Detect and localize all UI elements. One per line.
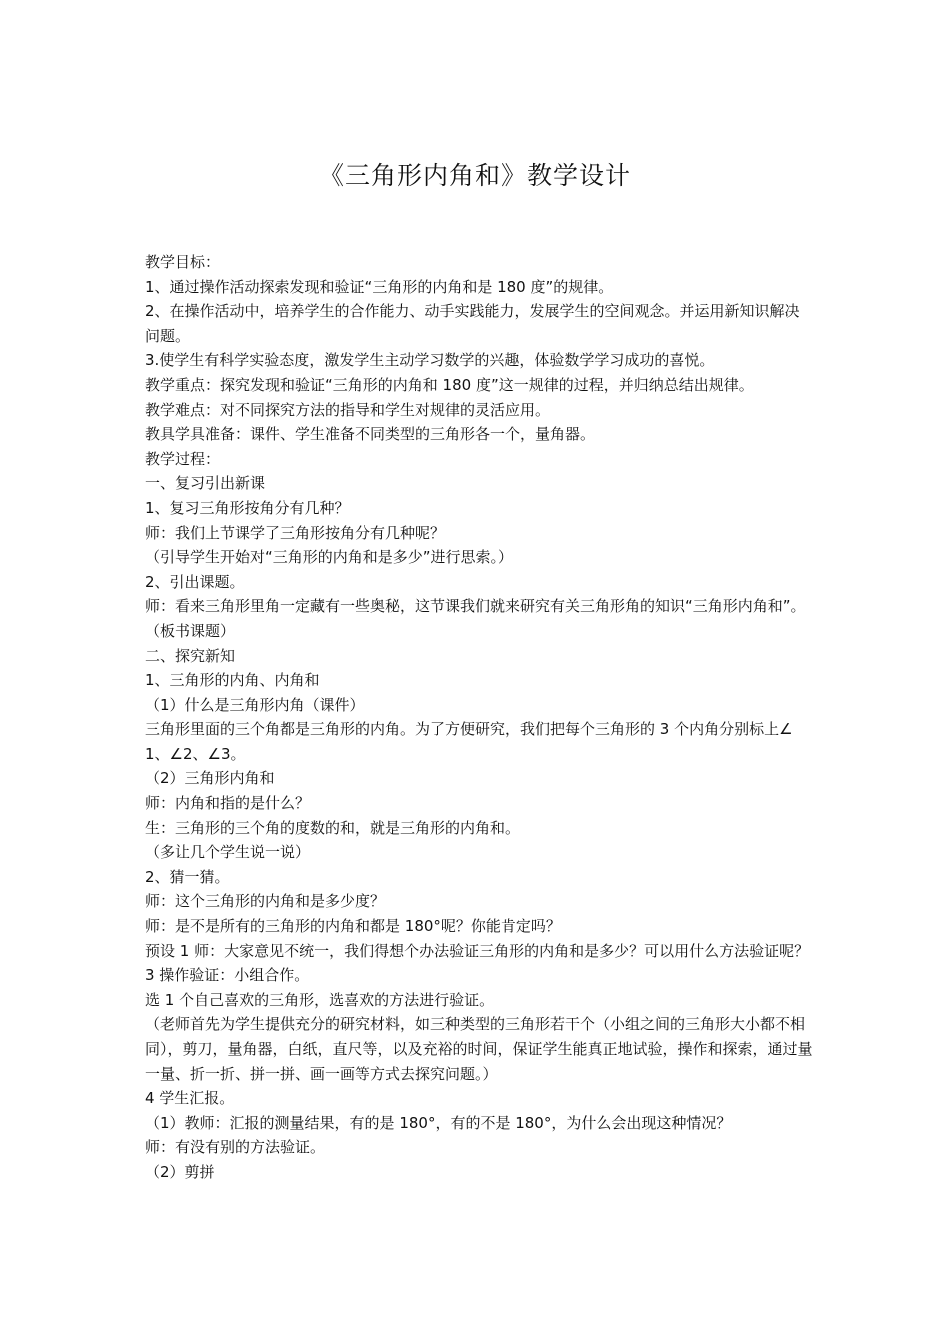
objective-item: 3.使学生有科学实验态度，激发学生主动学习数学的兴趣，体验数学学习成功的喜悦。	[145, 351, 715, 370]
paragraph: 1、复习三角形按角分有几种？	[145, 498, 350, 517]
subsection-heading: 一、复习引出新课	[145, 474, 266, 493]
paragraph: （1）教师：汇报的测量结果，有的是 180°，有的不是 180°，为什么会出现这种情况？	[145, 1113, 732, 1132]
difficulty: 教学难点：对不同探究方法的指导和学生对规律的灵活应用。	[145, 400, 551, 419]
section-heading-objectives: 教学目标：	[145, 253, 221, 271]
paragraph: （多让几个学生说一说）	[145, 843, 311, 862]
paragraph: 师：看来三角形里角一定藏有一些奥秘，这节课我们就来研究有关三角形角的知识“三角形内角和”。（板书课题）	[145, 597, 806, 640]
document-title: 《三角形内角和》教学设计	[318, 161, 631, 190]
paragraph: 2、猜一猜。	[145, 867, 230, 886]
document-body	[145, 250, 813, 1185]
objective-item: 2、在操作活动中，培养学生的合作能力、动手实践能力，发展学生的空间观念。并运用新知识解决问题。	[145, 302, 800, 345]
paragraph: 4 学生汇报。	[145, 1089, 235, 1108]
paragraph: 选 1 个自己喜欢的三角形，选喜欢的方法进行验证。	[145, 990, 495, 1009]
subsection-heading: 二、探究新知	[145, 646, 236, 665]
paragraph: 2、引出课题。	[145, 572, 245, 591]
paragraph: 师：这个三角形的内角和是多少度？	[145, 892, 386, 911]
paragraph: 三角形里面的三个角都是三角形的内角。为了方便研究，我们把每个三角形的 3 个内角分别标上∠1、∠2、∠3。	[145, 720, 793, 763]
paragraph: 生：三角形的三个角的度数的和，就是三角形的内角和。	[145, 818, 521, 837]
paragraph: 师：我们上节课学了三角形按角分有几种呢？	[145, 523, 446, 542]
paragraph: 1、三角形的内角、内角和	[145, 671, 320, 690]
paragraph: 3 操作验证：小组合作。	[145, 966, 310, 985]
key-point: 教学重点：探究发现和验证“三角形的内角和 180 度”这一规律的过程，并归纳总结出规律。	[145, 375, 754, 394]
paragraph: （老师首先为学生提供充分的研究材料，如三种类型的三角形若干个（小组之间的三角形大小都不相同），剪刀，量角器，白纸，直尺等，以及充裕的时间，保证学生能真正地试验，操作和探索，通过量一量、折一折、拼一拼、画一画等方式去探究问题。）	[145, 1015, 813, 1083]
paragraph: 师：是不是所有的三角形的内角和都是 180°呢？你能肯定吗？	[145, 917, 561, 936]
paragraph: （1）什么是三角形内角（课件）	[145, 695, 365, 714]
paragraph: 预设 1 师：大家意见不统一，我们得想个办法验证三角形的内角和是多少？可以用什么方法验证呢？	[145, 941, 810, 960]
paragraph: （引导学生开始对“三角形的内角和是多少”进行思索。）	[145, 548, 514, 567]
paragraph: （2）三角形内角和	[145, 769, 275, 788]
paragraph: 师：有没有别的方法验证。	[145, 1138, 326, 1157]
paragraph: 师：内角和指的是什么？	[145, 794, 311, 813]
objective-item: 1、通过操作活动探索发现和验证“三角形的内角和是 180 度”的规律。	[145, 277, 614, 296]
paragraph: （2）剪拼	[145, 1162, 215, 1181]
section-heading-process: 教学过程：	[145, 449, 221, 468]
materials: 教具学具准备：课件、学生准备不同类型的三角形各一个，量角器。	[145, 425, 596, 444]
